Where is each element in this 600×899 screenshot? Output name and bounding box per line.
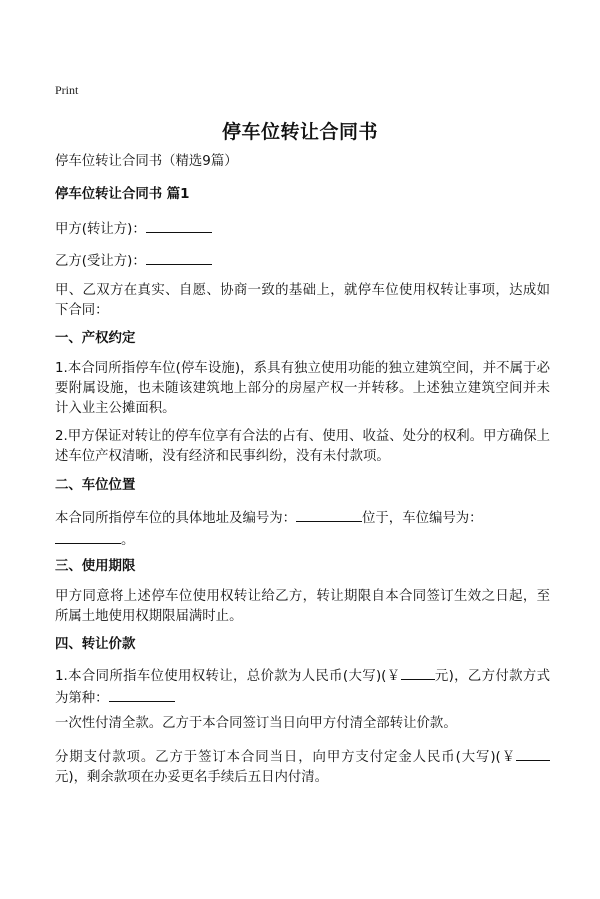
article-heading: 停车位转让合同书 篇1: [55, 187, 190, 202]
section-heading-location: 二、车位位置: [55, 478, 136, 493]
installment-text-2: 元)，剩余款项在办妥更名手续后五日内付清。: [55, 770, 329, 785]
price-paragraph: [55, 665, 550, 709]
party-b-label: 乙方(受让方)：: [55, 254, 146, 269]
document-title: 停车位转让合同书: [221, 121, 378, 143]
price-text-1: 1.本合同所指车位使用权转让，总价款为人民币(大写)(￥: [55, 669, 401, 684]
location-number-blank: [55, 529, 121, 544]
section-heading-price: 四、转让价款: [55, 637, 136, 652]
payment-method-blank: [109, 687, 175, 702]
party-b-blank: [146, 250, 212, 265]
intro-paragraph: 甲、乙双方在真实、自愿、协商一致的基础上，就停车位使用权转让事项，达成如下合同：: [55, 283, 550, 318]
price-amount-blank: [401, 665, 435, 680]
property-paragraph-1: 1.本合同所指停车位(停车设施)，系具有独立使用功能的独立建筑空间，并不属于必要附属设施，也未随该建筑地上部分的房屋产权一并转移。上述独立建筑空间并未计入业主公摊面积。: [55, 361, 550, 416]
installment-paragraph: [55, 746, 550, 788]
party-a-label: 甲方(转让方)：: [55, 222, 146, 237]
document-subtitle: 停车位转让合同书（精选9篇）: [55, 154, 238, 169]
party-b-line: [55, 250, 550, 272]
section-heading-property: 一、产权约定: [55, 331, 136, 346]
party-a-blank: [146, 218, 212, 233]
party-a-line: [55, 218, 550, 240]
price-text-2: 元)，乙方付款方式为第种：: [55, 669, 550, 706]
print-link[interactable]: Print: [55, 83, 79, 97]
location-text-1: 本合同所指停车位的具体地址及编号为：: [55, 511, 297, 526]
location-paragraph: [55, 507, 550, 551]
lump-sum-paragraph: 一次性付清全款。乙方于本合同签订当日向甲方付清全部转让价款。: [55, 716, 457, 731]
section-heading-term: 三、使用期限: [55, 559, 136, 574]
term-paragraph: 甲方同意将上述停车位使用权转让给乙方，转让期限自本合同签订生效之日起，至所属土地使用权期限届满时止。: [55, 589, 550, 624]
location-text-2: 位于，车位编号为：: [362, 511, 483, 526]
location-address-blank: [296, 507, 362, 522]
deposit-amount-blank: [516, 746, 550, 761]
location-text-end: 。: [121, 533, 135, 548]
installment-text-1: 分期支付款项。乙方于签订本合同当日，向甲方支付定金人民币(大写)(￥: [55, 750, 516, 765]
property-paragraph-2: 2.甲方保证对转让的停车位享有合法的占有、使用、收益、处分的权利。甲方确保上述车位产权清晰，没有经济和民事纠纷，没有未付款项。: [55, 429, 550, 464]
